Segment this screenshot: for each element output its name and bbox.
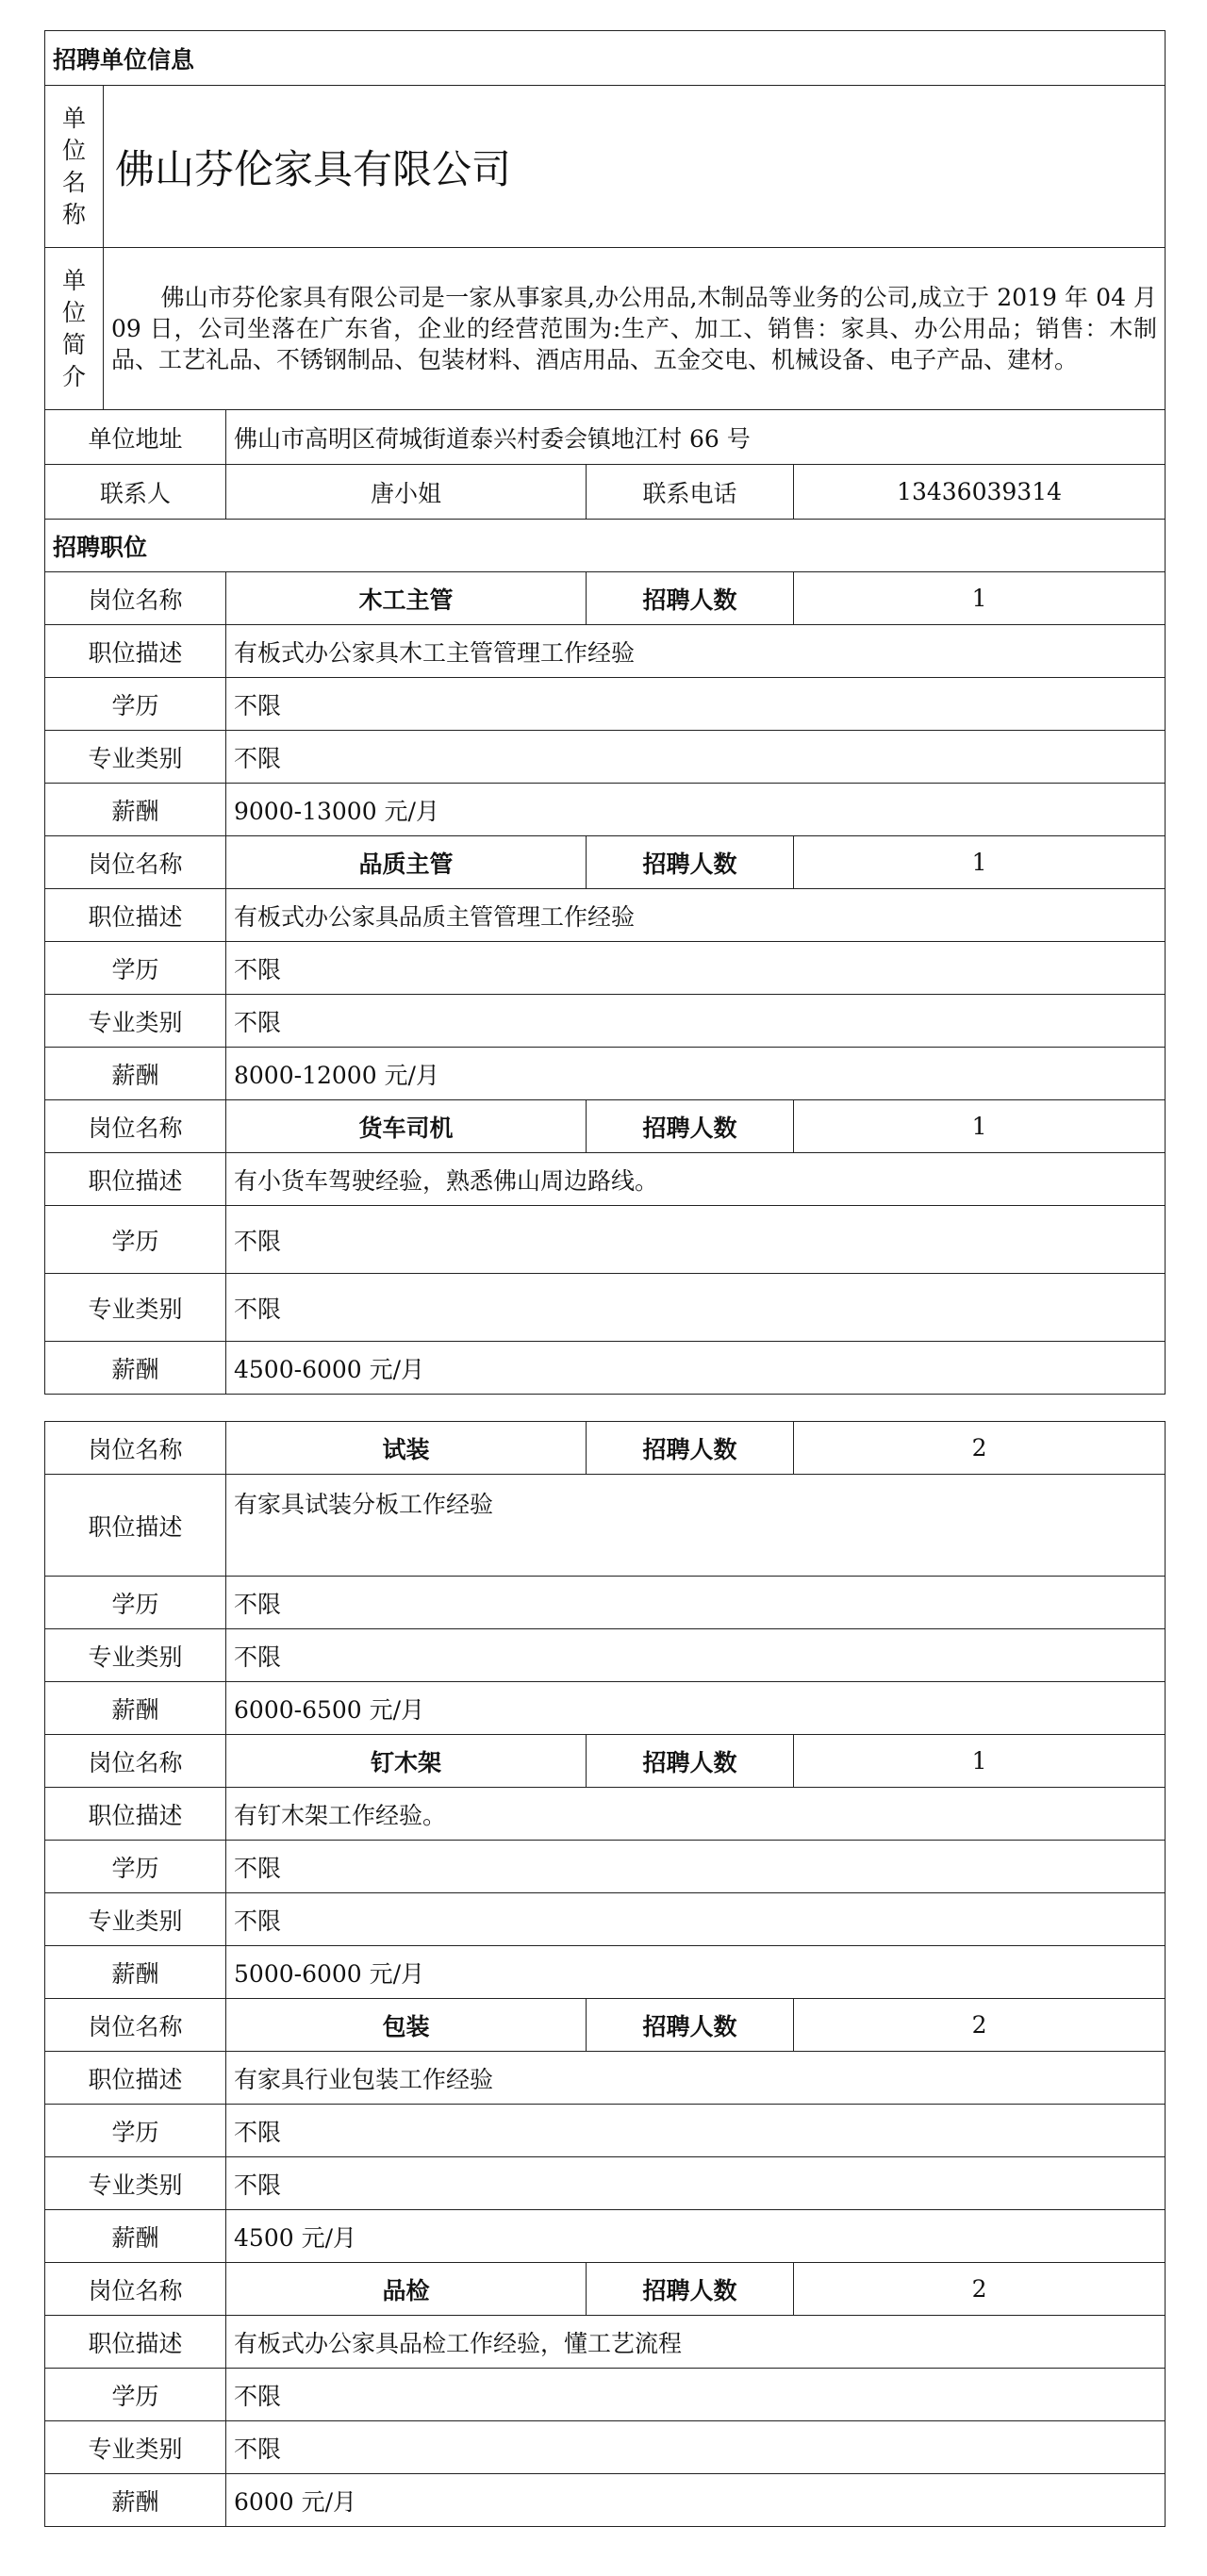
description-label: 职位描述 [45,1475,226,1577]
job-major: 不限 [226,1274,1166,1342]
job-education: 不限 [226,1841,1166,1893]
job-education: 不限 [226,678,1166,731]
job-description: 有板式办公家具品质主管管理工作经验 [226,889,1166,942]
company-name-label-char-1: 单 [61,104,86,132]
job-education: 不限 [226,2105,1166,2157]
company-intro-label-char-3: 简 [61,330,86,358]
description-label: 职位描述 [45,2052,226,2105]
major-label: 专业类别 [45,1274,226,1342]
headcount-label: 招聘人数 [587,1422,794,1475]
job-name: 包装 [226,1999,587,2052]
major-label: 专业类别 [45,995,226,1048]
education-label: 学历 [45,1841,226,1893]
job-salary-row [45,1946,1166,1999]
headcount-label: 招聘人数 [587,2263,794,2316]
job-major-row [45,1893,1166,1946]
company-intro-label [45,248,104,410]
headcount-label: 招聘人数 [587,836,794,889]
company-name: 佛山芬伦家具有限公司 [104,86,1166,248]
recruitment-table-page-1 [44,30,1166,1395]
job-headcount: 1 [794,1735,1166,1788]
job-header-row [45,1100,1166,1153]
job-name: 货车司机 [226,1100,587,1153]
education-label: 学历 [45,1206,226,1274]
job-major-row [45,995,1166,1048]
description-label: 职位描述 [45,889,226,942]
job-major: 不限 [226,1629,1166,1682]
headcount-label: 招聘人数 [587,1100,794,1153]
job-name: 木工主管 [226,572,587,625]
contact-phone: 13436039314 [794,465,1166,520]
company-name-label-char-2: 位 [61,136,86,164]
contact-person: 唐小姐 [226,465,587,520]
job-salary-row [45,2210,1166,2263]
job-education-row [45,942,1166,995]
job-major: 不限 [226,731,1166,784]
education-label: 学历 [45,678,226,731]
education-label: 学历 [45,2105,226,2157]
job-description-row [45,2316,1166,2369]
job-salary: 4500 元/月 [226,2210,1166,2263]
job-salary: 4500-6000 元/月 [226,1342,1166,1395]
job-description: 有小货车驾驶经验，熟悉佛山周边路线。 [226,1153,1166,1206]
contact-label: 联系人 [45,465,226,520]
major-label: 专业类别 [45,731,226,784]
major-label: 专业类别 [45,1893,226,1946]
job-education-row [45,1206,1166,1274]
job-education-row [45,2105,1166,2157]
education-label: 学历 [45,2369,226,2421]
job-description-row [45,2052,1166,2105]
job-description-row [45,625,1166,678]
salary-label: 薪酬 [45,784,226,836]
salary-label: 薪酬 [45,1048,226,1100]
salary-label: 薪酬 [45,2474,226,2527]
job-major-row [45,1629,1166,1682]
company-intro-label-char-4: 介 [61,362,86,390]
job-header-row [45,1999,1166,2052]
job-description-row [45,1475,1166,1577]
job-headcount: 2 [794,1999,1166,2052]
address-label: 单位地址 [45,410,226,465]
job-major: 不限 [226,2421,1166,2474]
job-education: 不限 [226,942,1166,995]
major-label: 专业类别 [45,2421,226,2474]
company-intro: 佛山市芬伦家具有限公司是一家从事家具,办公用品,木制品等业务的公司,成立于 2019 年 04 月 09 日，公司坐落在广东省，企业的经营范围为:生产、加工、销售：家具、办公用品；销售：木制品、工艺礼品、不锈钢制品、包装材料、酒店用品、五金交电、机械设备、电子产品、建材。 [104,248,1166,410]
company-intro-label-char-1: 单 [61,266,86,294]
job-name: 钉木架 [226,1735,587,1788]
salary-label: 薪酬 [45,1946,226,1999]
company-name-label [45,86,104,248]
job-description-row [45,1788,1166,1841]
company-name-label-char-3: 名 [61,168,86,196]
job-name: 品检 [226,2263,587,2316]
job-description: 有板式办公家具木工主管管理工作经验 [226,625,1166,678]
job-major-row [45,2421,1166,2474]
major-label: 专业类别 [45,1629,226,1682]
company-name-label-char-4: 称 [61,200,86,228]
job-education: 不限 [226,2369,1166,2421]
recruitment-table-page-2 [44,1421,1166,2527]
job-description: 有家具试装分板工作经验 [226,1475,1166,1577]
headcount-label: 招聘人数 [587,1735,794,1788]
salary-label: 薪酬 [45,2210,226,2263]
job-header-row [45,2263,1166,2316]
job-headcount: 2 [794,2263,1166,2316]
job-description-row [45,1153,1166,1206]
job-education-row [45,1841,1166,1893]
job-salary-row [45,1342,1166,1395]
major-label: 专业类别 [45,2157,226,2210]
job-salary: 5000-6000 元/月 [226,1946,1166,1999]
job-name-label: 岗位名称 [45,1100,226,1153]
job-header-row [45,1735,1166,1788]
job-headcount: 1 [794,836,1166,889]
job-headcount: 1 [794,1100,1166,1153]
company-address: 佛山市高明区荷城街道泰兴村委会镇地江村 66 号 [226,410,1166,465]
job-salary: 6000 元/月 [226,2474,1166,2527]
section-company-title: 招聘单位信息 [45,31,1166,86]
education-label: 学历 [45,1577,226,1629]
job-salary: 9000-13000 元/月 [226,784,1166,836]
job-salary-row [45,1682,1166,1735]
job-salary-row [45,784,1166,836]
description-label: 职位描述 [45,625,226,678]
job-header-row [45,836,1166,889]
job-major-row [45,1274,1166,1342]
job-major-row [45,731,1166,784]
salary-label: 薪酬 [45,1342,226,1395]
job-name-label: 岗位名称 [45,1422,226,1475]
job-name-label: 岗位名称 [45,1999,226,2052]
job-name-label: 岗位名称 [45,1735,226,1788]
salary-label: 薪酬 [45,1682,226,1735]
company-intro-label-char-2: 位 [61,298,86,326]
job-name-label: 岗位名称 [45,2263,226,2316]
job-education: 不限 [226,1577,1166,1629]
phone-label: 联系电话 [587,465,794,520]
job-headcount: 2 [794,1422,1166,1475]
description-label: 职位描述 [45,1153,226,1206]
education-label: 学历 [45,942,226,995]
headcount-label: 招聘人数 [587,1999,794,2052]
job-description: 有钉木架工作经验。 [226,1788,1166,1841]
job-education-row [45,2369,1166,2421]
job-description: 有板式办公家具品检工作经验，懂工艺流程 [226,2316,1166,2369]
job-salary: 8000-12000 元/月 [226,1048,1166,1100]
job-description: 有家具行业包装工作经验 [226,2052,1166,2105]
job-education-row [45,678,1166,731]
job-header-row [45,1422,1166,1475]
section-jobs-title: 招聘职位 [45,520,1166,572]
job-name-label: 岗位名称 [45,572,226,625]
job-name: 试装 [226,1422,587,1475]
job-major: 不限 [226,995,1166,1048]
job-salary-row [45,2474,1166,2527]
job-education: 不限 [226,1206,1166,1274]
job-major: 不限 [226,1893,1166,1946]
job-salary: 6000-6500 元/月 [226,1682,1166,1735]
description-label: 职位描述 [45,1788,226,1841]
job-salary-row [45,1048,1166,1100]
job-headcount: 1 [794,572,1166,625]
description-label: 职位描述 [45,2316,226,2369]
headcount-label: 招聘人数 [587,572,794,625]
job-description-row [45,889,1166,942]
job-education-row [45,1577,1166,1629]
job-major: 不限 [226,2157,1166,2210]
job-name: 品质主管 [226,836,587,889]
job-major-row [45,2157,1166,2210]
job-header-row [45,572,1166,625]
job-name-label: 岗位名称 [45,836,226,889]
